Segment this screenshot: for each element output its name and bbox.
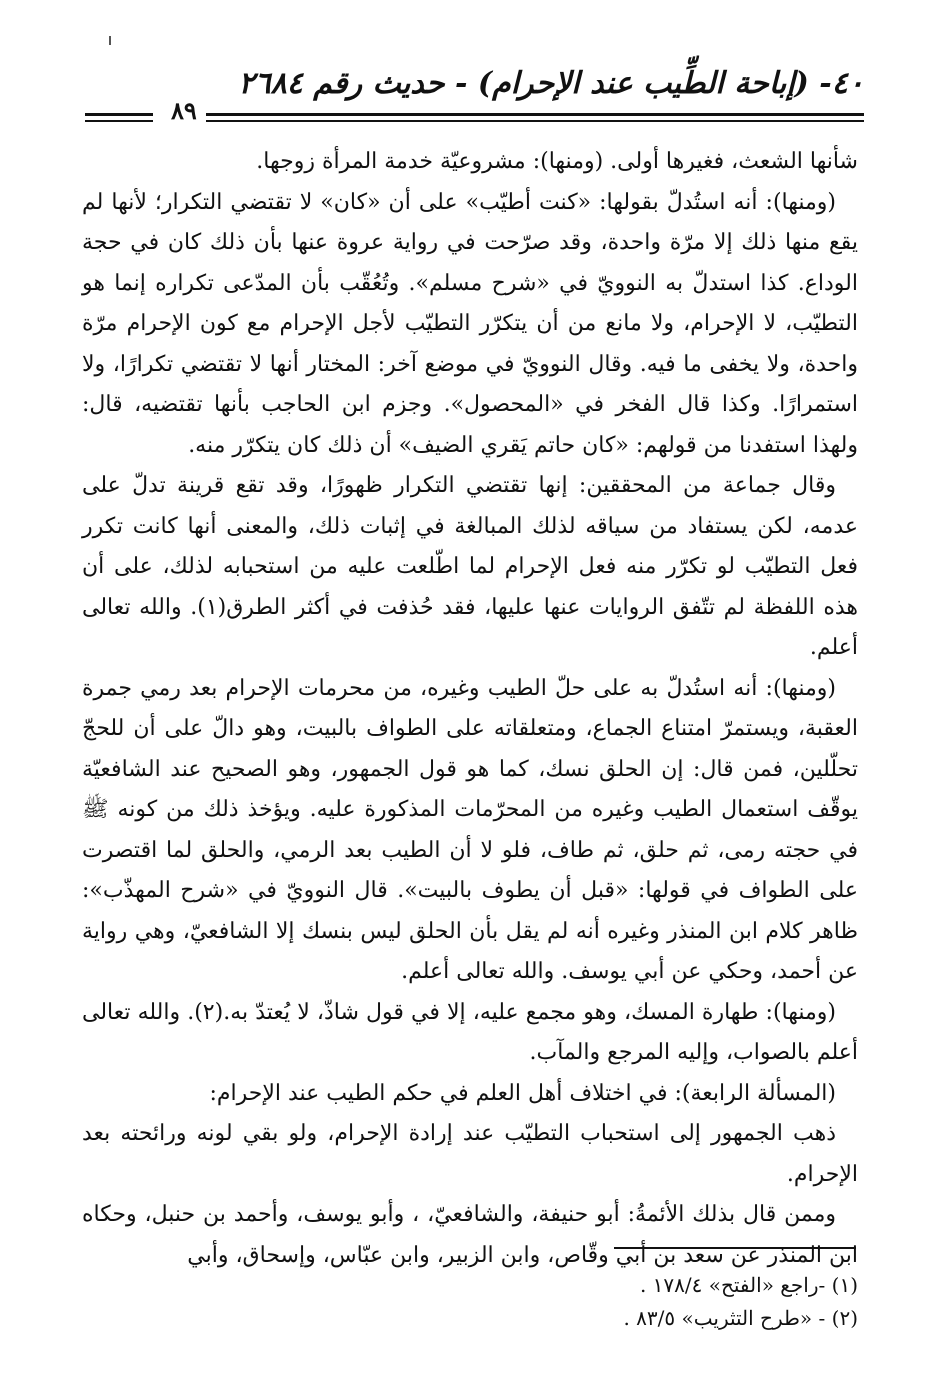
scan-speck bbox=[109, 36, 111, 45]
paragraph: (ومنها): طهارة المسك، وهو مجمع عليه، إلا في قول شاذّ، لا يُعتدّ به.(٢). والله تعالى أعلم بالصواب، وإليه المرجع والمآب. bbox=[82, 999, 858, 1065]
header-rule-left bbox=[85, 113, 153, 122]
paragraph: (ومنها): أنه استُدلّ بقولها: «كنت أطيّب» على أن «كان» لا تقتضي التكرار؛ لأنها لم يقع منها ذلك إلا مرّة واحدة، وقد صرّحت في رواية عروة عنها بأن ذلك كان في حجة الوداع. كذا استدلّ به النوويّ في «شرح مسلم». وتُعُقّب بأن المدّعى تكراره إنما هو التطيّب، لا الإحرام، ولا مانع من أن يتكرّر التطيّب لأجل الإحرام مع كون الإحرام مرّة واحدة، ولا يخفى ما فيه. وقال النوويّ في موضع آخر: المختار أنها لا تقتضي تكرارًا، ولا استمرارًا. وكذا قال الفخر في «المحصول». وجزم ابن الحاجب بأنها تقتضيه، قال: ولهذا استفدنا من قولهم: «كان حاتم يَقري الضيف» أن ذلك كان يتكرّر منه. bbox=[82, 189, 858, 458]
footnotes bbox=[82, 1269, 858, 1335]
footnote-1: (١) -راجع «الفتح» ١٧٨/٤ . bbox=[639, 1273, 858, 1297]
paragraph: ذهب الجمهور إلى استحباب التطيّب عند إرادة الإحرام، ولو بقي لونه ورائحته بعد الإحرام. bbox=[82, 1121, 858, 1187]
paragraph: وقال جماعة من المحققين: إنها تقتضي التكرار ظهورًا، وقد تقع قرينة تدلّ على عدمه، لكن يستفاد من سياقه لذلك المبالغة في إثبات ذلك، والمعنى أنها كانت تكرر فعل التطيّب لو تكرّر منه فعل الإحرام لما اطّلعت عليه من استحبابه لذلك، على أن هذه اللفظة لم تتّفق الروايات عنها عليها، فقد حُذفت في أكثر الطرق(١). والله تعالى أعلم. bbox=[82, 473, 858, 660]
paragraph: وممن قال بذلك الأئمةُ: أبو حنيفة، والشافعيّ، ، وأبو يوسف، وأحمد بن حنبل، وحكاه ابن المنذر عن سعد بن أبي وقّاص، وابن الزبير، وابن عبّاس، وإسحاق، وأبي bbox=[82, 1202, 858, 1268]
footnote-separator bbox=[614, 1247, 856, 1249]
paragraph: (ومنها): أنه استُدلّ به على حلّ الطيب وغيره، من محرمات الإحرام بعد رمي جمرة العقبة، ويستمرّ امتناع الجماع، ومتعلقاته على الطواف بالبيت، وهو دالّ على أن للحجّ تحلّلين، فمن قال: إن الحلق نسك، كما هو قول الجمهور، وهو الصحيح عند الشافعيّة يوقّف استعمال الطيب وغيره من المحرّمات المذكورة عليه. ويؤخذ ذلك من كونه ﷺ في حجته رمى، ثم حلق، ثم طاف، فلو لا أن الطيب بعد الرمي، والحلق لما اقتصرت على الطواف في قولها: «قبل أن يطوف بالبيت». قال النوويّ في «شرح المهذّب»: ظاهر كلام ابن المنذر وغيره أنه لم يقل بأن الحلق ليس بنسك إلا الشافعيّ، وهي رواية عن أحمد، وحكي عن أبي يوسف. والله تعالى أعلم. bbox=[82, 675, 858, 984]
chapter-title: ٤٠- (إباحة الطِّيب عند الإحرام) - حديث رقم ٢٦٨٤ bbox=[238, 66, 864, 101]
section-heading: (المسألة الرابعة): في اختلاف أهل العلم في حكم الطيب عند الإحرام: bbox=[209, 1080, 836, 1106]
header-rule-right bbox=[206, 113, 864, 122]
page-number: ٨٩ bbox=[171, 96, 197, 125]
footnote-2: (٢) - «طرح التثريب» ٨٣/٥ . bbox=[623, 1306, 858, 1330]
main-text bbox=[82, 142, 858, 1276]
paragraph: شأنها الشعث، فغيرها أولى. (ومنها): مشروعيّة خدمة المرأة زوجها. bbox=[256, 149, 858, 174]
running-header bbox=[85, 66, 864, 125]
